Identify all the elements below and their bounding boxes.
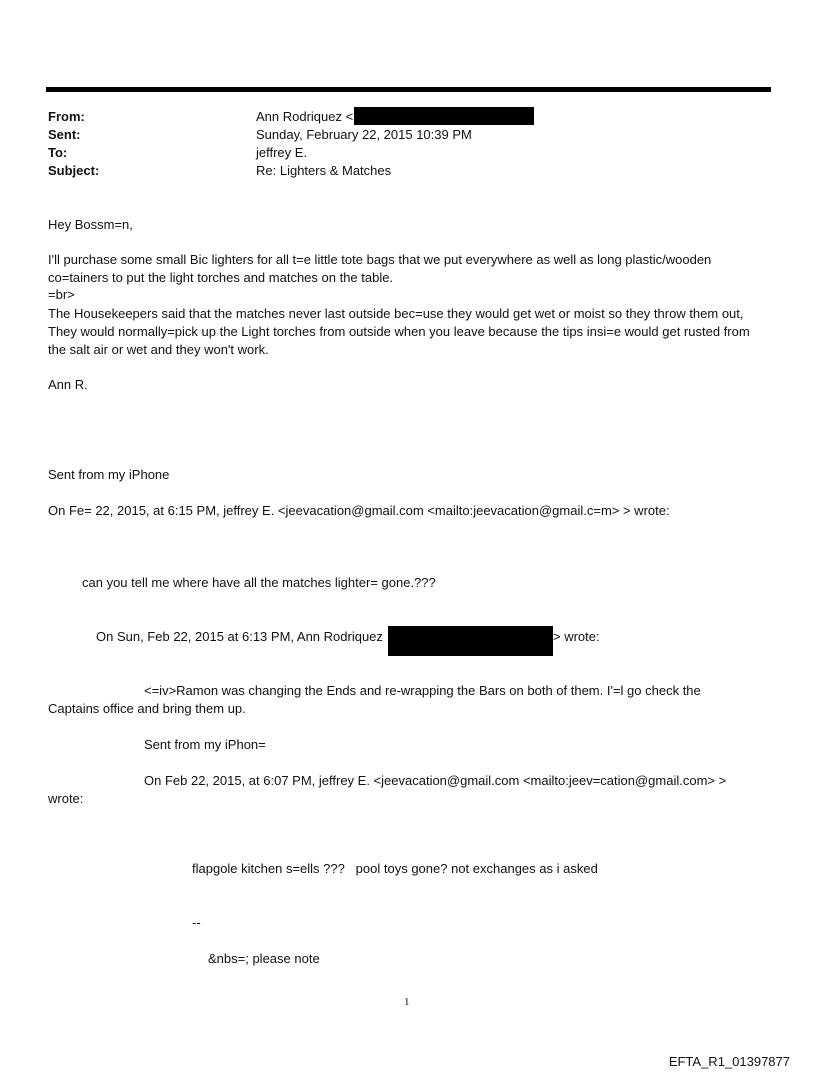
bates-number: EFTA_R1_01397877: [668, 1054, 790, 1069]
to-value: jeffrey E.: [256, 145, 308, 160]
br-artifact: =br>: [48, 287, 75, 302]
paragraph-housekeepers: The Housekeepers said that the matches never last outside bec=use they would get wet or moist so they throw them out, They would normally=pick up the Light torches from outside when you leave because the tips insi=e would get rusted from the salt air or wet and they won't work.: [48, 306, 750, 357]
greeting: Hey Bossm=n,: [48, 217, 133, 232]
signature-dashes: --: [192, 915, 201, 930]
signature-note: &nbs=; please note: [208, 951, 320, 966]
paragraph-purchase: I'll purchase some small Bic lighters for all t=e little tote bags that we put everywhere as well as long plastic/wooden co=tainers to put the light torches and matches on the table.: [48, 252, 712, 285]
quote2-body-line1: <=iv>Ramon was changing the Ends and re-wrapping the Bars on both of them. I'=l go check the: [144, 683, 701, 698]
quote1-body: can you tell me where have all the matches lighter= gone.???: [82, 575, 436, 590]
quote1-header: On Fe= 22, 2015, at 6:15 PM, jeffrey E. <jeevacation@gmail.com <mailto:jeevacation@gmail.c=m> > wrote:: [48, 503, 670, 518]
from-label: From:: [48, 109, 85, 124]
subject-label: Subject:: [48, 163, 100, 178]
quote2-body-line2: Captains office and bring them up.: [48, 701, 246, 716]
quote3-body: flapgole kitchen s=ells ??? pool toys gone? not exchanges as i asked: [192, 861, 598, 876]
quote3-header-wrote: wrote:: [48, 791, 84, 806]
header-rule: [46, 87, 771, 92]
sent-value: Sunday, February 22, 2015 10:39 PM: [256, 127, 472, 142]
from-value: Ann Rodriquez <: [256, 109, 354, 124]
redaction-from-email: [354, 107, 534, 125]
sent-from-iphone: Sent from my iPhone: [48, 467, 170, 482]
quote3-header: On Feb 22, 2015, at 6:07 PM, jeffrey E. <jeevacation@gmail.com <mailto:jeev=cation@gmail.com> >: [144, 773, 727, 788]
to-label: To:: [48, 145, 68, 160]
page-number: 1: [404, 996, 410, 1008]
quote2-header-wrote: > wrote:: [553, 629, 600, 644]
quote2-header: On Sun, Feb 22, 2015 at 6:13 PM, Ann Rodriquez: [96, 629, 383, 644]
signoff: Ann R.: [48, 377, 88, 392]
quote2-sent-from: Sent from my iPhon=: [144, 737, 266, 752]
sent-label: Sent:: [48, 127, 81, 142]
subject-value: Re: Lighters & Matches: [256, 163, 392, 178]
redaction-quote2-email: [388, 626, 553, 656]
